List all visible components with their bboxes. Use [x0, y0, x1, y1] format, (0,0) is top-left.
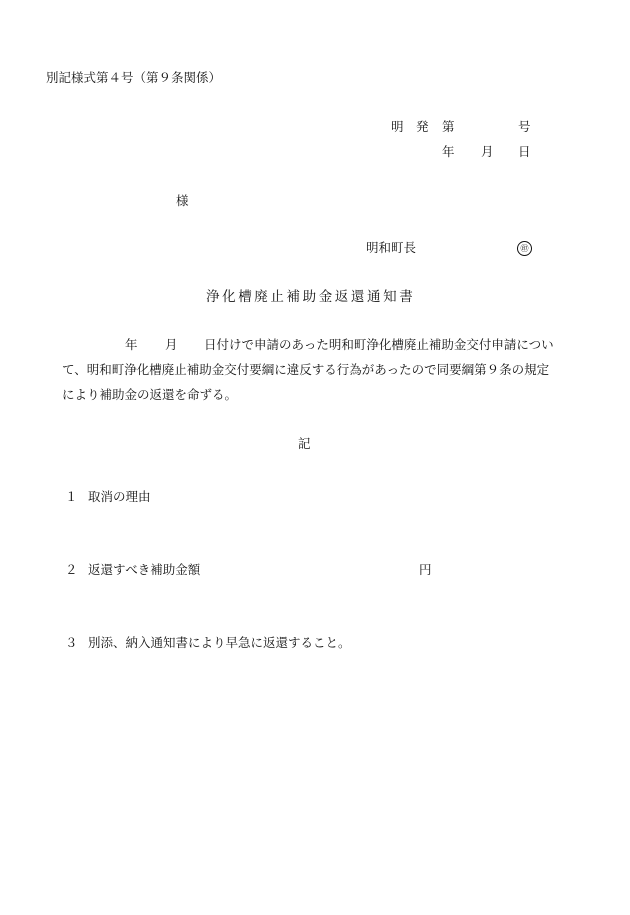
list-item — [0, 560, 630, 577]
item-text: 別添、納入通知書により早急に返還すること。 — [88, 635, 351, 650]
item-number: ２ — [65, 562, 78, 577]
list-item — [0, 633, 630, 650]
item-text: 返還すべき補助金額 — [88, 562, 201, 577]
document-title: 浄化槽廃止補助金返還通知書 — [206, 289, 416, 305]
doc-number-dai: 第 — [442, 119, 455, 134]
body-year-label: 年 — [125, 337, 138, 352]
date-day-label: 日 — [518, 144, 531, 159]
doc-number-issue: 発 — [416, 119, 429, 134]
ki-heading: 記 — [298, 436, 311, 451]
body-line-3: により補助金の返還を命ずる。 — [62, 387, 238, 402]
issuer-block — [0, 242, 630, 258]
issuer-name: 明和町長 — [366, 240, 417, 255]
doc-number-gou: 号 — [518, 119, 531, 134]
amount-unit-label: 円 — [419, 562, 432, 577]
body-line-1-text: 日付けで申請のあった明和町浄化槽廃止補助金交付申請につい — [204, 337, 554, 352]
document-number — [0, 121, 630, 135]
item-number: ３ — [65, 635, 78, 650]
body-line-2: て、明和町浄化槽廃止補助金交付要綱に違反する行為があったので同要綱第９条の規定 — [62, 362, 550, 377]
item-text: 取消の理由 — [88, 489, 151, 504]
doc-number-prefix: 明 — [391, 119, 404, 134]
body-line-1 — [0, 339, 630, 353]
date-month-label: 月 — [481, 144, 494, 159]
form-number: 別記様式第４号（第９条関係） — [46, 70, 222, 85]
recipient-honorific: 様 — [176, 193, 189, 208]
item-number: １ — [65, 489, 78, 504]
list-item — [0, 487, 630, 504]
date-year-label: 年 — [442, 144, 455, 159]
seal-icon: ㊞ — [517, 241, 532, 256]
date-row — [0, 146, 630, 160]
body-month-label: 月 — [165, 337, 178, 352]
